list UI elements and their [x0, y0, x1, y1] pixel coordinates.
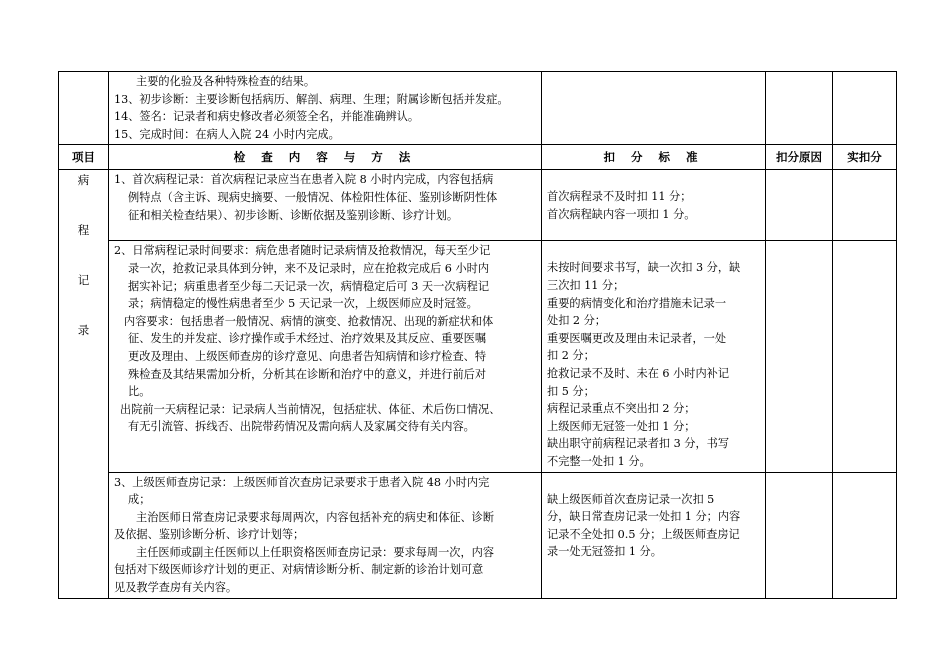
header-project: 项目 — [59, 145, 109, 170]
standard-line: 病程记录重点不突出扣 2 分； — [547, 402, 696, 416]
project-char: 程 — [77, 223, 90, 238]
content-line: 征、发生的并发症、诊疗操作或手术经过、治疗效果及其反应、重要医嘱 — [128, 332, 487, 346]
inspection-table — [58, 71, 897, 599]
empty-project-cell — [59, 72, 109, 145]
content-line: 殊检查及其结果需加分析，分析其在诊断和治疗中的意义，并进行前后对 — [128, 367, 487, 381]
content-cell — [109, 472, 542, 598]
standard-line: 抢救记录不及时、未在 6 小时内补记 — [547, 366, 730, 380]
actual-cell — [833, 241, 897, 472]
standard-line: 不完整一处扣 1 分。 — [547, 454, 651, 468]
standard-line: 缺上级医师首次查房记录一次扣 5 — [547, 492, 715, 506]
standard-line: 处扣 2 分； — [547, 314, 606, 328]
content-line: 例特点（含主诉、现病史摘要、一般情况、体检阳性体征、鉴别诊断阴性体 — [128, 190, 498, 204]
content-line: 14、签名：记录者和病史修改者必须签全名，并能准确辨认。 — [114, 110, 420, 124]
standard-line: 三次扣 11 分； — [547, 278, 625, 292]
content-line: 据实补记；病重患者至少每二天记录一次，病情稳定后可 3 天一次病程记 — [128, 279, 490, 293]
standard-line: 重要的病情变化和治疗措施未记录一 — [547, 296, 727, 310]
header-row — [59, 145, 897, 170]
content-line: 15、完成时间：在病人入院 24 小时内完成。 — [114, 127, 340, 141]
project-char: 记 — [77, 273, 90, 288]
standard-line: 首次病程录不及时扣 11 分； — [547, 190, 692, 204]
content-line: 出院前一天病程记录：记录病人当前情况，包括症状、体征、术后伤口情况、 — [120, 402, 501, 416]
reason-cell — [766, 472, 833, 598]
content-line: 包括对下级医师诊疗计划的更正、对病情诊断分析、制定新的诊治计划可意 — [114, 563, 484, 577]
standard-line: 分，缺日常查房记录一处扣 1 分；内容 — [547, 510, 741, 524]
content-line: 及依据、鉴别诊断分析、诊疗计划等； — [114, 528, 305, 542]
content-line: 主治医师日常查房记录要求每周两次，内容包括补充的病史和体征、诊断 — [136, 510, 495, 524]
continuation-content-cell — [109, 72, 542, 145]
content-line: 录一次，抢救记录具体到分钟，来不及记录时，应在抢救完成后 6 小时内 — [128, 261, 490, 275]
content-line: 录；病情稳定的慢性病患者至少 5 天记录一次，上级医师应及时冠签。 — [128, 297, 478, 311]
content-line: 征和相关检查结果）、初步诊断、诊断依据及鉴别诊断、诊疗计划。 — [128, 208, 459, 222]
content-line: 2、日常病程记录时间要求：病危患者随时记录病情及抢救情况，每天至少记 — [114, 244, 491, 258]
standard-line: 重要医嘱更改及理由未记录者，一处 — [547, 331, 727, 345]
standard-line: 首次病程缺内容一项扣 1 分。 — [547, 207, 696, 221]
content-cell — [109, 170, 542, 241]
content-line: 内容要求：包括患者一般情况、病情的演变、抢救情况、出现的新症状和体 — [124, 314, 494, 328]
content-line: 比。 — [128, 385, 151, 399]
empty-actual-cell — [833, 72, 897, 145]
empty-standard-cell — [542, 72, 766, 145]
table-row — [59, 241, 897, 472]
actual-cell — [833, 170, 897, 241]
content-line: 主任医师或副主任医师以上任职资格医师查房记录：要求每周一次，内容 — [136, 545, 495, 559]
content-cell — [109, 241, 542, 472]
standard-line: 扣 2 分； — [547, 349, 595, 363]
header-actual: 实扣分 — [833, 145, 897, 170]
project-char: 病 — [77, 173, 90, 188]
table-row — [59, 472, 897, 598]
empty-reason-cell — [766, 72, 833, 145]
standard-cell — [542, 472, 766, 598]
project-char: 录 — [77, 323, 90, 338]
continuation-row — [59, 72, 897, 145]
standard-line: 录一处无冠签扣 1 分。 — [547, 545, 662, 559]
header-standard: 扣 分 标 准 — [542, 145, 766, 170]
table-row — [59, 170, 897, 241]
standard-line: 扣 5 分； — [547, 384, 595, 398]
standard-line: 记录不全处扣 0.5 分；上级医师查房记 — [547, 527, 740, 541]
standard-cell — [542, 241, 766, 472]
content-line: 3、上级医师查房记录：上级医师首次查房记录要求于患者入院 48 小时内完 — [114, 475, 490, 489]
content-line: 成； — [128, 493, 151, 507]
standard-line: 缺出职守前病程记录者扣 3 分，书写 — [547, 437, 730, 451]
reason-cell — [766, 241, 833, 472]
content-line: 13、初步诊断：主要诊断包括病历、解剖、病理、生理；附属诊断包括并发症。 — [114, 92, 509, 106]
header-reason: 扣分原因 — [766, 145, 833, 170]
content-line: 见及教学查房有关内容。 — [114, 581, 238, 595]
actual-cell — [833, 472, 897, 598]
content-line: 更改及理由、上级医师查房的诊疗意见、向患者告知病情和诊疗检查、特 — [128, 349, 487, 363]
reason-cell — [766, 170, 833, 241]
standard-line: 上级医师无冠签一处扣 1 分； — [547, 419, 696, 433]
project-cell — [59, 170, 109, 598]
content-line: 主要的化验及各种特殊检查的结果。 — [136, 75, 316, 88]
standard-line: 未按时间要求书写，缺一次扣 3 分，缺 — [547, 261, 741, 275]
header-content: 检 查 内 容 与 方 法 — [109, 145, 542, 170]
content-line: 有无引流管、拆线否、出院带药情况及需向病人及家属交待有关内容。 — [128, 420, 475, 434]
standard-cell — [542, 170, 766, 241]
content-line: 1、首次病程记录：首次病程记录应当在患者入院 8 小时内完成，内容包括病 — [114, 173, 494, 187]
